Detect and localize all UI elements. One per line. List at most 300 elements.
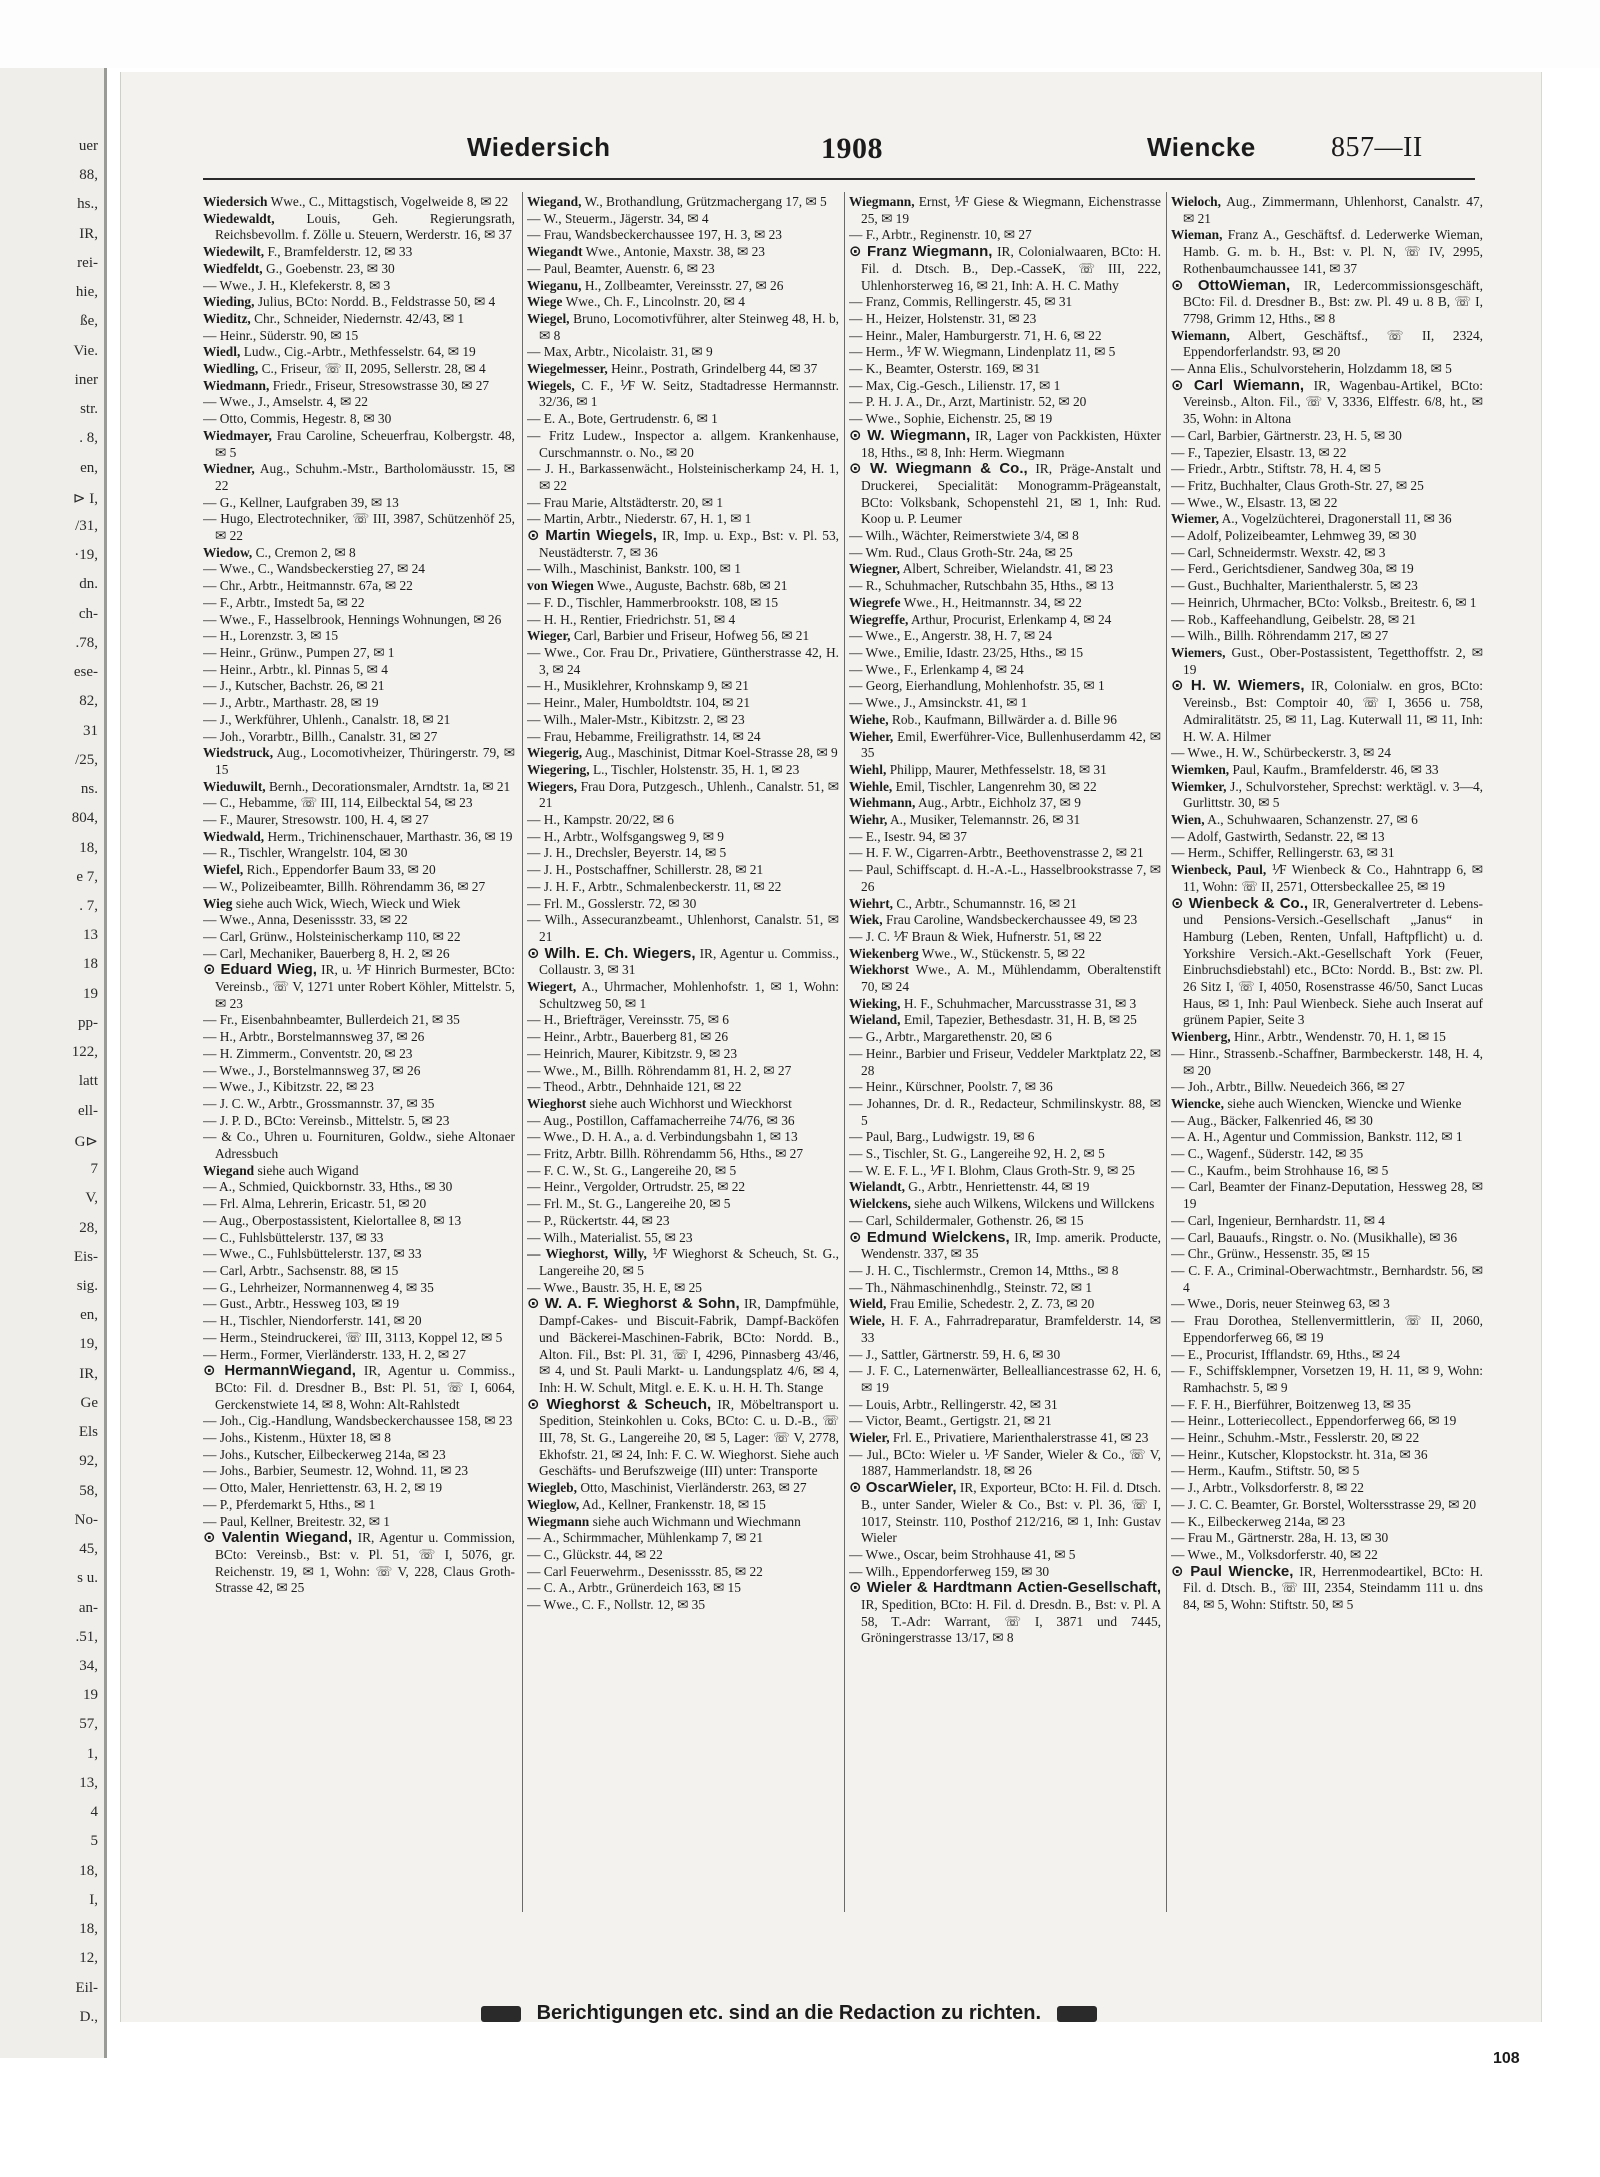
previous-page-text-fragment: 92, [79,1453,98,1470]
directory-entry [849,1397,1161,1414]
entry-details: — Frau Marie, Altstädterstr. 20, ✉ 1 [527,494,724,510]
entry-details: Frau Emilie, Schedestr. 2, Z. 73, ✉ 20 [889,1296,1095,1312]
directory-entry [203,662,515,679]
entry-details: — G., Kellner, Laufgraben 39, ✉ 13 [203,494,399,510]
previous-page-text-fragment: Eis- [73,1248,98,1265]
previous-page-text-fragment: 19 [83,1687,98,1704]
entry-details: — Wm. Rud., Claus Groth-Str. 24a, ✉ 25 [849,544,1073,560]
previous-page-text-fragment: 4 [90,1804,98,1821]
directory-entry [1171,361,1483,378]
footer-text: Berichtigungen etc. sind an die Redaction zu richten. [536,2002,1042,2024]
directory-entry [527,378,839,411]
directory-entry [203,1063,515,1080]
directory-entry [1171,628,1483,645]
entry-details: — Wwe., J., Kibitzstr. 22, ✉ 23 [203,1079,374,1095]
previous-page-text-fragment: 18 [83,956,98,973]
directory-entry [1171,511,1483,528]
directory-entry [527,1246,839,1279]
entry-name: Wienbeck, Paul, [1171,862,1267,878]
directory-entry [203,261,515,278]
entry-name: ⊙ OttoWieman, [1171,276,1291,294]
directory-entry [849,1313,1161,1346]
entry-name: Wiedl, [203,344,241,360]
entry-name: Wienberg, [1171,1029,1231,1045]
entry-details: F., Bramfelderstr. 12, ✉ 33 [267,244,413,260]
directory-entry [527,779,839,812]
previous-page-text-fragment: 18, [79,839,98,856]
scan-margin [0,0,1600,68]
directory-entry [527,1046,839,1063]
entry-details: — Max, Cig.-Gesch., Lilienstr. 17, ✉ 1 [849,377,1061,393]
directory-entry [849,528,1161,545]
directory-entry [849,779,1161,796]
entry-details: — Carl, Schneidermstr. Wexstr. 42, ✉ 3 [1171,544,1386,560]
entry-details: — Aug., Oberpostassistent, Kielortallee 8, ✉ 13 [203,1212,462,1228]
directory-entry [849,1179,1161,1196]
entry-details: — H. Zimmerm., Conventstr. 20, ✉ 23 [203,1045,413,1061]
directory-entry [1171,378,1483,428]
previous-page-text-fragment: 45, [79,1541,98,1558]
entry-details: — J. H. F., Arbtr., Schmalenbeckerstr. 11, ✉ 22 [527,878,782,894]
previous-page-text-fragment: 122, [71,1044,98,1061]
entry-name: Wieler, [849,1430,890,1446]
directory-entry [203,1046,515,1063]
entry-details: W., Brothandlung, Grützmachergang 17, ✉ 5 [584,194,827,209]
header-last-entry: Wiencke [1147,132,1256,162]
column-divider [1166,192,1167,1912]
directory-entry [1171,1246,1483,1263]
entry-details: — F., Schiffsklempner, Vorsetzen 19, H. 11, ✉ 9, Wohn: Ramhachstr. 5, ✉ 9 [1171,1363,1483,1395]
entry-details: — R., Schuhmacher, Rutschbahn 35, Hths., ✉ 13 [849,578,1114,594]
entry-name: Wiedner, [203,461,255,477]
entry-details: — J. P. D., BCto: Vereinsb., Mittelstr. 5, ✉ 23 [203,1112,450,1128]
entry-details: Albert, Geschäftsf., ☏ II, 2324, Eppendorferlandstr. 93, ✉ 20 [1183,327,1483,360]
entry-name: ⊙ Martin Wiegels, [527,527,657,545]
entry-details: Wwe., Ch. F., Lincolnstr. 20, ✉ 4 [565,294,745,310]
directory-entry [203,1530,515,1597]
entry-name: ⊙ Wienbeck & Co., [1171,894,1309,912]
entry-details: — J., Werkführer, Uhlenh., Canalstr. 18, ✉ 21 [203,711,451,727]
entry-details: — Joh., Vorarbtr., Billh., Canalstr. 31, ✉ 27 [203,728,438,744]
directory-entry [1171,1029,1483,1046]
entry-details: — Paul, Beamter, Auenstr. 6, ✉ 23 [527,260,715,276]
entry-details: — Carl, Barbier, Gärtnerstr. 23, H. 5, ✉ 30 [1171,427,1402,443]
entry-name: Wiegmann [527,1513,590,1529]
directory-entry [527,1179,839,1196]
directory-entry [203,545,515,562]
directory-entry [527,1547,839,1564]
directory-entry [849,294,1161,311]
entry-name: Wiemers, [1171,644,1226,660]
entry-details: siehe auch Wichmann und Wiechmann [592,1513,801,1529]
entry-details: — Wwe., Oscar, beim Strohhause 41, ✉ 5 [849,1546,1076,1562]
directory-entry [1171,1497,1483,1514]
entry-details: — Joh., Cig.-Handlung, Wandsbeckerchaussee 158, ✉ 23 [203,1413,513,1429]
directory-entry [203,1497,515,1514]
entry-details: — Herm., Kaufm., Stiftstr. 50, ✉ 5 [1171,1463,1360,1479]
entry-details: siehe auch Wichhorst und Wieckhorst [589,1095,792,1111]
directory-entry [203,311,515,328]
entry-name: Wiedersich [203,194,268,209]
directory-entry [849,1263,1161,1280]
entry-details: — K., Eilbeckerweg 214a, ✉ 23 [1171,1513,1346,1529]
entry-details: — Johannes, Dr. d. R., Redacteur, Schmilinskystr. 88, ✉ 5 [849,1095,1161,1128]
directory-entry [203,411,515,428]
previous-page-text-fragment: 18, [79,1921,98,1938]
directory-entry [203,1313,515,1330]
entry-name: Wiedmayer, [203,427,272,443]
entry-details: — H., Arbtr., Wolfsgangsweg 9, ✉ 9 [527,828,724,844]
directory-entry [527,946,839,979]
entry-name: ⊙ Carl Wiemann, [1171,376,1305,394]
directory-entry [203,211,515,244]
entry-details: — Johs., Kutscher, Eilbeckerweg 214a, ✉ 23 [203,1446,446,1462]
directory-entry [1171,1514,1483,1531]
entry-name: Wiemken, [1171,761,1230,777]
directory-entry [203,428,515,461]
directory-entry [849,244,1161,294]
directory-entry [203,1029,515,1046]
directory-entry [1171,645,1483,678]
entry-details: — Johs., Kistenm., Hüxter 18, ✉ 8 [203,1430,391,1446]
entry-details: — Wwe., Cor. Frau Dr., Privatiere, Güntherstrasse 42, H. 3, ✉ 24 [527,644,839,677]
directory-entry [849,1580,1161,1647]
column-1 [203,194,515,1922]
directory-entry [527,1597,839,1614]
directory-entry [527,879,839,896]
entry-details: Gust., Ober-Postassistent, Tegetthoffstr. 2, ✉ 19 [1183,644,1483,677]
directory-entry [203,278,515,295]
previous-page-text-fragment: en, [80,1307,98,1324]
directory-entry [849,227,1161,244]
entry-details: — C., Wagenf., Süderstr. 142, ✉ 35 [1171,1146,1364,1162]
directory-entry [849,1430,1161,1447]
directory-entry [203,1413,515,1430]
entry-name: Wiegleb, [527,1480,577,1496]
entry-details: — Paul, Barg., Ludwigstr. 19, ✉ 6 [849,1129,1035,1145]
entry-details: — J. C. W., Arbtr., Grossmannstr. 37, ✉ 35 [203,1095,435,1111]
header-rule [203,178,1475,180]
header-year: 1908 [821,132,883,165]
entry-details: — E. A., Bote, Gertrudenstr. 6, ✉ 1 [527,411,718,427]
directory-entry [203,1196,515,1213]
entry-details: — Chr., Arbtr., Heitmannstr. 67a, ✉ 22 [203,578,413,594]
entry-details: — Aug., Postillon, Caffamacherreihe 74/76, ✉ 36 [527,1112,795,1128]
directory-entry [849,1096,1161,1129]
entry-name: Wiehl, [849,761,887,777]
entry-details: — Gust., Buchhalter, Marienthalerstr. 5, ✉ 23 [1171,578,1418,594]
directory-entry [849,1196,1161,1213]
entry-details: Wwe., C., Mittagstisch, Vogelweide 8, ✉ 22 [270,194,509,209]
entry-details: — Heinrich, Maurer, Kibitzstr. 9, ✉ 23 [527,1045,738,1061]
entry-details: — Otto, Commis, Hegestr. 8, ✉ 30 [203,411,392,427]
directory-entry [527,1580,839,1597]
directory-entry [527,829,839,846]
entry-name: Wield, [849,1296,887,1312]
previous-page-text-fragment: .51, [75,1628,98,1645]
directory-entry [203,1463,515,1480]
entry-name: Wiegelmesser, [527,361,608,377]
directory-entry [527,1230,839,1247]
entry-details: IR, Wagenbau-Artikel, BCto: Vereinsb., Alton. Fil., ☏ V, 3336, Elffestr. 6/8, ht., ✉ 35, Wohn: in Altona [1183,377,1483,427]
entry-details: — Wwe., E., Angerstr. 38, H. 7, ✉ 24 [849,628,1052,644]
directory-entry [527,1012,839,1029]
directory-entry [1171,445,1483,462]
directory-entry [203,461,515,494]
column-divider [522,192,523,1912]
entry-details: A., Musiker, Telemannstr. 26, ✉ 31 [889,812,1081,828]
previous-page-text-fragment: 7 [90,1161,98,1178]
directory-entry [527,1063,839,1080]
directory-entry [527,194,839,211]
entry-name: Wiegering, [527,761,590,777]
directory-entry [1171,1397,1483,1414]
entry-name: Wiegels, [527,377,575,393]
entry-details: H. F., Schuhmacher, Marcusstrasse 31, ✉ 3 [903,995,1137,1011]
directory-entry [1171,1430,1483,1447]
previous-page-text-fragment: 82, [79,693,98,710]
entry-name: Wiegert, [527,979,577,995]
entry-name: Wiegand, [527,194,582,209]
entry-details: — Frl. M., St. G., Langereihe 20, ✉ 5 [527,1196,731,1212]
directory-entry [1171,545,1483,562]
entry-details: — Johs., Barbier, Seumestr. 12, Wohnd. 11, ✉ 23 [203,1463,469,1479]
previous-page-text-fragment: ch- [78,605,98,622]
entry-details: — P. H. J. A., Dr., Arzt, Martinistr. 52, ✉ 20 [849,394,1087,410]
directory-entry [527,428,839,461]
directory-entry [849,912,1161,929]
entry-details: Frl. E., Privatiere, Marienthalerstrasse 41, ✉ 23 [892,1430,1149,1446]
previous-page-text-fragment: ·19, [74,547,98,564]
entry-details: IR, Dampfmühle, Dampf-Cakes- und Biscuit-Fabrik, Dampf-Backöfen und Bäckerei-Maschinen-Fabrik, BCto: Nordd. B., Alton. Fil., Bst: Pl. 31, ☏ I, 4296, Pinnasberg 43/46, ✉ 4, und St. Pauli Markt- u. Landungsplatz 4/6, ✉ 4, Inh: H. W. Schult, Mitgl. e. E. K. u. H. H. Th. Stange [539,1296,839,1395]
entry-details: Wwe., W., Stückenstr. 5, ✉ 22 [921,945,1086,961]
entry-details: — F. C. W., St. G., Langereihe 20, ✉ 5 [527,1162,737,1178]
directory-entry [203,795,515,812]
entry-details: siehe auch Wilkens, Wilckens und Willckens [914,1196,1155,1212]
entry-details: — Hugo, Electrotechniker, ☏ III, 3987, Schützenhöf 25, ✉ 22 [203,511,515,544]
directory-entry [1171,1113,1483,1130]
directory-entry [527,1564,839,1581]
entry-details: ⅟F Wieghorst & Scheuch, St. G., Langereihe 20, ✉ 5 [539,1246,839,1278]
entry-name: Wieger, [527,628,571,644]
directory-entry [1171,1213,1483,1230]
directory-entry [203,1330,515,1347]
running-header [121,132,1541,182]
directory-entry [203,1213,515,1230]
entry-name: Wiek, [849,912,883,928]
directory-entry [203,394,515,411]
entry-details: H. F. A., Fahrradreparatur, Bramfelderstr. 14, ✉ 33 [861,1313,1161,1345]
directory-entry [1171,678,1483,745]
previous-page-text-fragment: No- [74,1511,98,1528]
previous-page-text-fragment: 12, [79,1950,98,1967]
directory-entry [527,244,839,261]
entry-details: Emil, Tischler, Langenrehm 30, ✉ 22 [895,778,1097,794]
entry-name: Wieland, [849,1012,901,1028]
entry-name: Wieghorst [527,1095,587,1111]
entry-details: Bernh., Decorationsmaler, Arndtstr. 1a, ✉ 21 [268,778,511,794]
entry-details: Aug., Arbtr., Eichholz 37, ✉ 9 [917,795,1081,811]
entry-name: Wiegand [203,1162,255,1178]
directory-entry [203,962,515,1012]
directory-entry [527,227,839,244]
entry-details: — Wwe., Anna, Desenissstr. 33, ✉ 22 [203,912,408,928]
directory-entry [527,1113,839,1130]
directory-entry [849,946,1161,963]
column-2 [527,194,839,1922]
directory-entry [203,845,515,862]
entry-details: — C., Glückstr. 44, ✉ 22 [527,1546,663,1562]
entry-details: — Jul., BCto: Wieler u. ⅟F Sander, Wieler & Co., ☏ V, 1887, Hammerlandstr. 18, ✉ 26 [849,1446,1161,1479]
entry-details: — H., Heizer, Holstenstr. 31, ✉ 23 [849,310,1037,326]
directory-entry [203,1079,515,1096]
entry-details: — Wwe., F., Erlenkamp 4, ✉ 24 [849,661,1024,677]
entry-details: — H., Kampstr. 20/22, ✉ 6 [527,812,674,828]
directory-entry [1171,829,1483,846]
entry-details: — Heinr., Grünw., Pumpen 27, ✉ 1 [203,644,395,660]
entry-name: von Wiegen [527,578,594,594]
entry-details: — C., Hebamme, ☏ III, 114, Eilbecktal 54, ✉ 23 [203,795,473,811]
entry-details: C., Cremon 2, ✉ 8 [255,544,356,560]
entry-details: — Ferd., Gerichtsdiener, Sandweg 30a, ✉ 19 [1171,561,1414,577]
entry-name: Wielckens, [849,1196,911,1212]
directory-entry [203,729,515,746]
entry-details: — F. D., Tischler, Hammerbrookstr. 108, ✉ 15 [527,594,779,610]
directory-entry [527,1196,839,1213]
directory-entry [203,628,515,645]
entry-details: — Victor, Beamt., Gertigstr. 21, ✉ 21 [849,1413,1052,1429]
previous-page-text-fragment: D., [79,2008,98,2025]
directory-entry [1171,1363,1483,1396]
directory-entry [1171,812,1483,829]
entry-details: — C., Kaufm., beim Strohhause 16, ✉ 5 [1171,1162,1389,1178]
directory-entry [849,1447,1161,1480]
entry-name: Wiegers, [527,778,577,794]
entry-details: Franz A., Geschäftsf. d. Lederwerke Wieman, Hamb. G. m. b. H., Bst: v. Pl. N, ☏ IV, 2995, Rothenbaumchaussee 141, ✉ 37 [1183,227,1483,276]
entry-details: — Louis, Arbtr., Rellingerstr. 42, ✉ 31 [849,1396,1058,1412]
entry-details: — Herm., Schiffer, Rellingerstr. 63, ✉ 31 [1171,845,1395,861]
directory-entry [203,511,515,544]
directory-entry [203,1430,515,1447]
entry-details: — Wwe., J. H., Klefekerstr. 8, ✉ 3 [203,277,391,293]
entry-details: Julius, BCto: Nordd. B., Feldstrasse 50, ✉ 4 [257,294,496,310]
directory-entry [527,461,839,494]
directory-entry [527,745,839,762]
directory-entry [527,678,839,695]
entry-details: — Wwe., J., Amselstr. 4, ✉ 22 [203,394,368,410]
entry-details: Ludw., Cig.-Arbtr., Methfesselstr. 64, ✉ 19 [243,344,476,360]
directory-entry [849,845,1161,862]
directory-entry [527,1497,839,1514]
entry-details: — Frau, Hebamme, Freiligrathstr. 14, ✉ 24 [527,728,761,744]
directory-entry [849,378,1161,395]
entry-name: ⊙ H. W. Wiemers, [1171,677,1305,695]
entry-details: — Chr., Grünw., Hessenstr. 35, ✉ 15 [1171,1246,1370,1262]
directory-entry [203,328,515,345]
directory-entry [1171,227,1483,277]
entry-name: Wiele, [849,1313,885,1329]
entry-name: Wieglow, [527,1496,580,1512]
entry-name: Wiedfeldt, [203,260,263,276]
directory-entry [527,695,839,712]
directory-entry [203,1179,515,1196]
directory-entry [203,862,515,879]
previous-page-text-fragment: 13, [79,1774,98,1791]
directory-entry [527,979,839,1012]
entry-name: Wiegerig, [527,745,583,761]
entry-details: Frau Caroline, Scheuerfrau, Kolbergstr. 48, ✉ 5 [215,427,515,460]
directory-entry [203,929,515,946]
directory-entry [849,1347,1161,1364]
directory-entry [203,678,515,695]
entry-details: Paul, Kaufm., Bramfelderstr. 46, ✉ 33 [1232,761,1439,777]
entry-name: Wieman, [1171,227,1223,243]
entry-details: — J., Arbtr., Marthastr. 28, ✉ 19 [203,695,379,711]
entry-details: — E., Isestr. 94, ✉ 37 [849,828,967,844]
directory-entry [203,495,515,512]
entry-name: ⊙ Eduard Wieg, [203,961,317,979]
entry-name: Wiegandt [527,244,583,260]
entry-details: — Heinr., Kutscher, Klopstockstr. ht. 31a, ✉ 36 [1171,1446,1428,1462]
entry-details: — Wwe., C. F., Nollstr. 12, ✉ 35 [527,1597,706,1613]
directory-entry [849,645,1161,662]
entry-details: — Anna Elis., Schulvorsteherin, Holzdamm 18, ✉ 5 [1171,361,1452,377]
directory-entry [203,561,515,578]
entry-details: A., Schuhwaaren, Schanzenstr. 27, ✉ 6 [1207,812,1418,828]
directory-entry [849,678,1161,695]
entry-details: Hinr., Arbtr., Wendenstr. 70, H. 1, ✉ 15 [1234,1029,1446,1045]
previous-page-text-fragment: 1, [86,1745,98,1762]
entry-details: — W., Polizeibeamter, Billh. Röhrendamm 36, ✉ 27 [203,878,486,894]
directory-entry [203,1246,515,1263]
entry-name: Wieding, [203,294,255,310]
entry-details: J., Schulvorsteher, Sprechst: werktägl. v. 3—4, Gurlittstr. 30, ✉ 5 [1183,778,1483,811]
entry-details: — H., Arbtr., Borstelmannsweg 37, ✉ 26 [203,1029,425,1045]
entry-details: — H., Tischler, Niendorferstr. 141, ✉ 20 [203,1313,422,1329]
entry-name: Wiemer, [1171,511,1219,527]
entry-details: — Wwe., Sophie, Eichenstr. 25, ✉ 19 [849,411,1053,427]
entry-details: Heinr., Postrath, Grindelberg 44, ✉ 37 [611,361,818,377]
directory-entry [849,194,1161,227]
directory-entry [203,745,515,778]
entry-details: Friedr., Friseur, Stresowstrasse 30, ✉ 27 [272,377,490,393]
directory-entry [1171,528,1483,545]
directory-entry [1171,1463,1483,1480]
header-first-entry: Wiedersich [467,132,611,162]
entry-details: — J. C. C. Beamter, Gr. Borstel, Woltersstrasse 29, ✉ 20 [1171,1496,1477,1512]
directory-entry [849,662,1161,679]
entry-name: Wiegrefe [849,594,901,610]
entry-details: — Fritz Ludew., Inspector a. allgem. Krankenhause, Curschmannstr. o. No., ✉ 20 [527,427,839,460]
directory-entry [527,411,839,428]
directory-entry [203,378,515,395]
directory-entry [849,762,1161,779]
entry-details: IR, u. ⅟F Hinrich Burmester, BCto: Vereinsb., ☏ V, 1271 unter Robert Köhler, Mittelstr. 5, ✉ 23 [215,962,515,1011]
entry-details: — Herm., Steindruckerei, ☏ III, 3113, Koppel 12, ✉ 5 [203,1329,503,1345]
directory-entry [527,211,839,228]
entry-details: L., Tischler, Holstenstr. 35, H. 1, ✉ 23 [592,761,800,777]
entry-details: Carl, Barbier und Friseur, Hofweg 56, ✉ 21 [573,628,810,644]
previous-page-text-fragment: 57, [79,1716,98,1733]
entry-details: IR, Exporteur, BCto: H. Fil. d. Dtsch. B., unter Sander, Wieler & Co., Bst: v. Pl. 36, ☏ I, 1017, Steinstr. 110, Posthof 212/216, ✉ 1, Inh: Gustav Wieler [861,1480,1161,1546]
directory-entry [1171,1530,1483,1547]
entry-details: — Wwe., J., Amsinckstr. 41, ✉ 1 [849,695,1028,711]
entry-details: Frau Caroline, Wandsbeckerchaussee 49, ✉ 23 [885,912,1138,928]
entry-name: Wiegmann, [849,194,915,209]
entry-details: — Martin, Arbtr., Niederstr. 67, H. 1, ✉ 1 [527,511,752,527]
directory-entry [849,929,1161,946]
entry-details: — C. A., Arbtr., Grünerdeich 163, ✉ 15 [527,1580,741,1596]
